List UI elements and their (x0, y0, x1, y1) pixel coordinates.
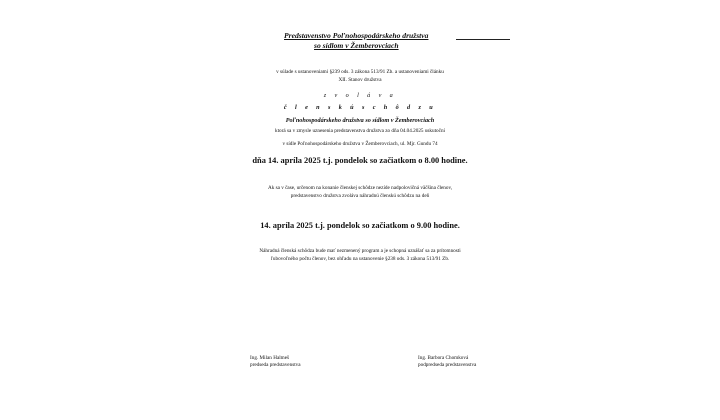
signature-block-chairman (250, 355, 301, 369)
signature-name: Ing. Milan Halmeš (250, 355, 290, 361)
meeting-date-substitute: 14. apríla 2025 t.j. pondelok so začiatkom o 9.00 hodine. (260, 221, 460, 230)
footer-note-line-2: ľubovoľného počtu členov, bez ohľadu na ustanovenie §238 ods. 3 zákona 513/91 Zb. (270, 256, 450, 262)
intro-line-1: v súlade s ustanoveniami §239 ods. 3 zákona 513/91 Zb. a ustanoveniami článku (276, 69, 444, 75)
signature-block-vice-chairman (418, 355, 476, 369)
substitute-line-2: predstavenstvo družstva zvoláva náhradnú členskú schôdzu na deň (290, 193, 430, 199)
meeting-type-heading: č l e n s k ú s c h ô d z u (283, 104, 437, 111)
header-title-line-1: Predstavenstvo Poľnohospodárskeho družstva (284, 31, 429, 40)
header-title-line-2: so sídlom v Žemberovciach (314, 41, 399, 50)
signature-role: podpredseda predstavenstva (418, 362, 477, 369)
notice-line-2: v sídle Poľnohospodárskeho družstva v Žemberovciach, ul. Mjr. Gundu 74 (282, 141, 438, 147)
meeting-date-primary: dňa 14. apríla 2025 t.j. pondelok so začiatkom o 8.00 hodine. (252, 156, 468, 165)
signature-role: predseda predstavenstva (250, 362, 301, 369)
footer-note-line-1: Náhradná členská schôdza bude mať nezmenený program a je schopná uznášať sa za prítomnosti (259, 248, 461, 254)
signature-name: Ing. Barbora Chomková (418, 355, 469, 361)
intro-line-2: XII. Stanov družstva (338, 77, 382, 83)
header-underline-extension (456, 39, 510, 40)
notice-line-1: ktorá sa v zmysle uznesenia predstavenstva družstva zo dňa 04.04.2025 uskutoční (275, 128, 445, 134)
substitute-line-1: Ak sa v čase, určenom na konanie členskej schôdze nezíde nadpolovičná väčšina členov, (267, 185, 453, 191)
cooperative-name: Poľnohospodárskeho družstva so sídlom v Žemberovciach (285, 117, 435, 124)
convene-heading: z v o l á v a (323, 92, 397, 99)
